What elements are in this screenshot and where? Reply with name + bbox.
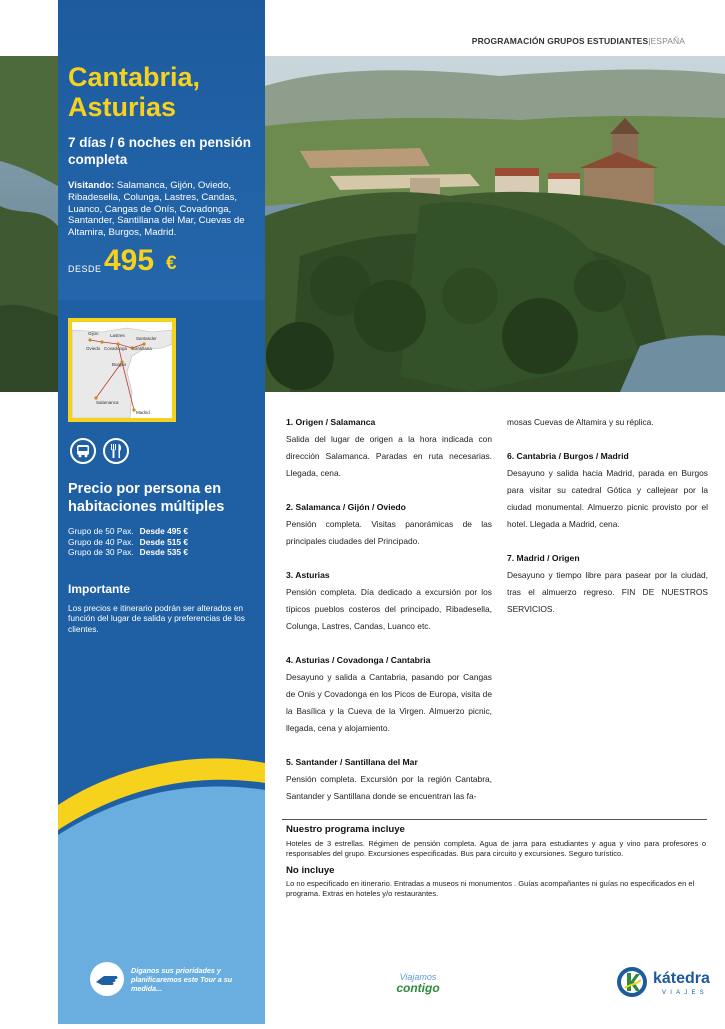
itinerary-day — [286, 754, 492, 805]
day-title: 7. Madrid / Origen — [507, 553, 580, 563]
group-prices — [68, 526, 258, 558]
day-title: 2. Salamanca / Gijón / Oviedo — [286, 502, 406, 512]
header-section-label: PROGRAMACIÓN GRUPOS ESTUDIANTES|ESPAÑA — [471, 36, 685, 46]
map-label-oviedo: Oviedo — [86, 346, 101, 351]
visiting-list: Visitando: Salamanca, Gijón, Oviedo, Ribadesella, Colunga, Lastres, Candas, Luanco, Cangas de Onís, Covadonga, Santander, Santillana del Mar, Cuevas de Altamira, Burgos, Madrid. — [68, 180, 245, 239]
katedra-logo-icon — [616, 966, 648, 998]
itinerary-day — [286, 652, 492, 737]
map-label-gijon: Gijón — [88, 331, 99, 336]
day-text: Desayuno y salida a Cantabria, pasando por Cangas de Onis y Covadonga en los Picos de Europa, visita de la Basílica y la Cueva de la Virgen. Almuerzo picnic, llegada, cena y alojamiento. — [286, 672, 492, 733]
day-text: Pensión completa. Visitas panorámicas de las principales ciudades del Principado. — [286, 519, 492, 546]
route-map — [68, 318, 176, 422]
price-per-person-title: Precio por persona en habitaciones múltiples — [68, 481, 225, 515]
day-text: Desayuno y tiempo libre para pasear por la ciudad, tras el almuerzo regreso. FIN DE NUESTROS SERVICIOS. — [507, 570, 708, 614]
map-label-salamanca: Salamanca — [96, 400, 119, 405]
itinerary-day — [507, 550, 708, 618]
brand-subtitle: VIAJES — [662, 990, 708, 996]
day-text: Pensión completa. Día dedicado a excursión por los típicos pueblos costeros del principado, Ribadesella, Colunga, Lastres, Candas, Luanco etc. — [286, 587, 492, 631]
brand-name: kátedra — [653, 970, 710, 987]
important-title: Importante — [68, 582, 131, 596]
map-label-santander: Santander — [136, 336, 157, 341]
slogan-text: Díganos sus prioridades y planificaremos este Tour a su medida... — [131, 966, 233, 994]
day-text: Desayuno y salida hacia Madrid, parada en Burgos para visitar su catedral Gótica y callejear por la ciudad monumental. Almuerzo picnic provisto por el hotel. Llegada a Madrid, cena. — [507, 468, 708, 529]
includes-text: Hoteles de 3 estrellas. Régimen de pensión completa. Agua de jarra para estudiantes y agua y vino para profesores o responsables del grupo. Excursiones especificadas. Bus para circuito y excursiones. Seguro turístico. — [286, 839, 706, 858]
meal-icon — [103, 438, 129, 464]
bus-icon — [70, 438, 96, 464]
day-title: 5. Santander / Santillana del Mar — [286, 757, 418, 767]
day-text: Pensión completa. Excursión por la región Cantabra, Santander y Santillana donde se encuentran las fa- — [286, 774, 492, 801]
itinerary-column-2 — [507, 414, 708, 635]
price-currency: € — [166, 253, 177, 274]
day-text: Salida del lugar de origen a la hora indicada con dirección Salamanca. Paradas en ruta necesarias. Llegada, cena. — [286, 434, 492, 478]
map-label-burgos: Burgos — [112, 362, 127, 367]
important-text: Los precios e itinerario podrán ser alterados en función del lugar de salida y preferencias de los clientes. — [68, 603, 245, 634]
itinerary-day — [507, 448, 708, 533]
map-label-lastres: Lastres — [110, 333, 125, 338]
itinerary-day — [286, 414, 492, 482]
day-continuation: mosas Cuevas de Altamira y su réplica. — [507, 417, 654, 427]
includes-title: Nuestro programa incluye — [286, 824, 405, 835]
not-included-text: Lo no especificado en itinerario. Entradas a museos ni monumentos . Guías acompañantes ni guías no especificados en el programa. Extras en hoteles y/o restaurantes. — [286, 879, 695, 898]
itinerary-day — [286, 567, 492, 635]
map-label-madrid: Madrid — [136, 410, 150, 415]
hand-pointer-icon — [90, 962, 124, 996]
page-title: Cantabria, Asturias — [68, 62, 201, 122]
price-label: DESDE — [68, 264, 102, 274]
itinerary-day — [286, 499, 492, 550]
not-included-title: No incluye — [286, 865, 335, 876]
day-title: 1. Origen / Salamanca — [286, 417, 376, 427]
group-price-row: Grupo de 30 Pax. Desde 535 € — [68, 547, 189, 558]
section-divider — [282, 819, 707, 820]
map-label-covadonga: Covadonga — [104, 346, 128, 351]
day-title: 6. Cantabria / Burgos / Madrid — [507, 451, 629, 461]
map-label-santillana: Santillana — [132, 346, 152, 351]
tagline-logo: Viajamos contigo — [396, 972, 440, 995]
group-price-row: Grupo de 40 Pax. Desde 515 € — [68, 536, 189, 547]
trip-duration: 7 días / 6 noches en pensión completa — [68, 135, 252, 167]
day-title: 3. Asturias — [286, 570, 330, 580]
group-price-row: Grupo de 50 Pax. Desde 495 € — [68, 526, 189, 536]
itinerary-column-1 — [286, 414, 492, 822]
price-value: 495 — [104, 244, 155, 277]
day-title: 4. Asturias / Covadonga / Cantabria — [286, 655, 431, 665]
